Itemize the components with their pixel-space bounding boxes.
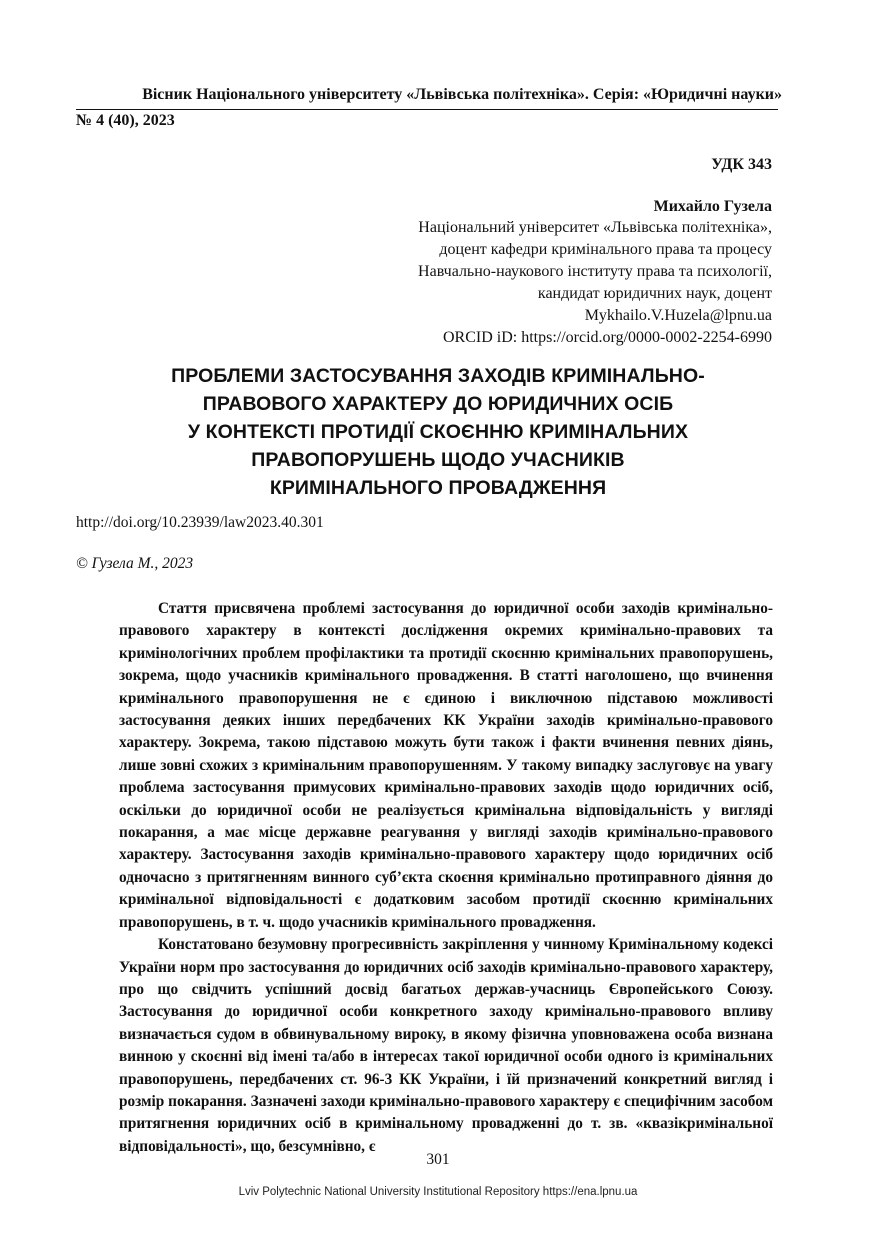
author-name: Михайло Гузела bbox=[653, 198, 772, 215]
issue-number: № 4 (40), 2023 bbox=[76, 112, 175, 129]
abstract bbox=[119, 598, 773, 1158]
udc-code: УДК 343 bbox=[711, 156, 772, 173]
affiliation-line: Національний університет «Львівська політехніка», bbox=[418, 219, 772, 236]
author-affiliation bbox=[418, 217, 772, 348]
title-line: КРИМІНАЛЬНОГО ПРОВАДЖЕННЯ bbox=[269, 477, 607, 499]
title-line: ПРАВОПОРУШЕНЬ ЩОДО УЧАСНИКІВ bbox=[251, 449, 625, 471]
abstract-paragraph: Констатовано безумовну прогресивність закріплення у чинному Кримінальному кодексі України норм про застосування до юридичних осіб заходів кримінально-правового характеру, про що свідчить успішний досвід багатьох держав-учасниць Європейського Союзу. Застосування до юридичної особи конкретного заходу кримінально-правового впливу визначається судом в обвинувальному вироку, в якому фізична уповноважена особа визнана винною у скоєнні від імені та/або в інтересах такої юридичної особи одного із кримінальних правопорушень, передбачених ст. 96-3 КК України, і їй призначений конкретний вигляд і розмір покарання. Зазначені заходи кримінально-правового характеру є специфічним засобом притягнення юридичних осіб в кримінальному провадженні до т. зв. «квазікримінальної відповідальності», що, безсумнівно, є bbox=[119, 936, 773, 1155]
article-title bbox=[80, 362, 796, 502]
header-divider bbox=[76, 109, 778, 110]
journal-title: Вісник Національного університету «Львівська політехніка». Серія: «Юридичні науки» bbox=[142, 86, 782, 103]
affiliation-line: доцент кафедри кримінального права та процесу bbox=[439, 240, 772, 258]
page-number: 301 bbox=[426, 1151, 450, 1168]
abstract-paragraph: Стаття присвячена проблемі застосування до юридичної особи заходів кримінально-правового характеру в контексті дослідження окремих кримінально-правових та кримінологічних проблем профілактики та протидії скоєнню кримінальних правопорушень, зокрема, щодо учасників кримінального провадження. В статті наголошено, що вчинення кримінального правопорушення не є єдиною і виключною підставою можливості застосування деяких інших передбачених КК України заходів кримінально-правового характеру. Зокрема, такою підставою можуть бути також і факти вчинення певних діянь, лише зовні схожих з кримінальним правопорушенням. У такому випадку заслуговує на увагу проблема застосування примусових кримінально-правових заходів щодо юридичних осіб, оскільки до юридичної особи не реалізується кримінальна відповідальність у вигляді покарання, а має місце державне реагування у вигляді заходів кримінально-правового характеру. Застосування заходів кримінально-правового характеру щодо юридичних осіб одночасно з притягненням винного суб’єкта скоєння кримінально протиправного діяння до кримінальної відповідальності є додатковим засобом протидії скоєнню кримінальних правопорушень, в т. ч. щодо учасників кримінального провадження. bbox=[119, 600, 773, 931]
title-line: ПРАВОВОГО ХАРАКТЕРУ ДО ЮРИДИЧНИХ ОСІБ bbox=[202, 393, 674, 415]
affiliation-line: кандидат юридичних наук, доцент bbox=[537, 284, 772, 302]
author-orcid[interactable]: ORCID iD: https://orcid.org/0000-0002-2254-6990 bbox=[442, 328, 772, 346]
doi-link[interactable]: http://doi.org/10.23939/law2023.40.301 bbox=[76, 514, 324, 531]
author-email[interactable]: Mykhailo.V.Huzela@lpnu.ua bbox=[584, 306, 772, 324]
title-line: У КОНТЕКСТІ ПРОТИДІЇ СКОЄННЮ КРИМІНАЛЬНИХ bbox=[187, 421, 689, 443]
title-line: ПРОБЛЕМИ ЗАСТОСУВАННЯ ЗАХОДІВ КРИМІНАЛЬНО- bbox=[171, 365, 705, 387]
repository-footer: Lviv Polytechnic National University Institutional Repository https://ena.lpnu.ua bbox=[238, 1186, 638, 1198]
copyright-notice: © Гузела М., 2023 bbox=[76, 555, 194, 572]
affiliation-line: Навчально-наукового інституту права та психології, bbox=[418, 262, 772, 280]
